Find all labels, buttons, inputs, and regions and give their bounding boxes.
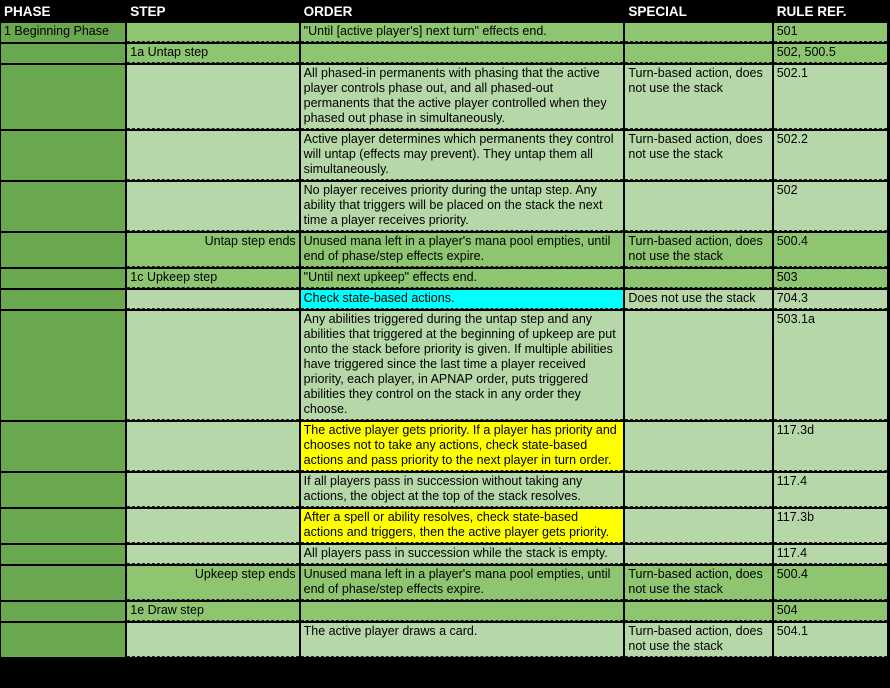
- rule-ref-cell[interactable]: 500.4: [774, 566, 887, 600]
- order-cell[interactable]: After a spell or ability resolves, check state-based actions and triggers, then the active player gets priority.: [301, 509, 624, 543]
- phase-cell[interactable]: [1, 473, 125, 507]
- phase-cell[interactable]: [1, 311, 125, 420]
- step-cell[interactable]: [127, 509, 298, 543]
- phase-cell[interactable]: [1, 182, 125, 231]
- rule-ref-cell[interactable]: 503.1a: [774, 311, 887, 420]
- header-order[interactable]: ORDER: [301, 1, 624, 21]
- phase-cell[interactable]: [1, 65, 125, 129]
- step-cell[interactable]: Untap step ends: [127, 233, 298, 267]
- special-cell[interactable]: [625, 545, 771, 564]
- table-row: [1, 473, 887, 507]
- table-body: [1, 23, 887, 657]
- order-cell[interactable]: All phased-in permanents with phasing that the active player controls phase out, and all phased-out permanents that the active player controlled when they phased out phase in simultaneously.: [301, 65, 624, 129]
- rule-ref-cell[interactable]: 500.4: [774, 233, 887, 267]
- rule-ref-cell[interactable]: 117.4: [774, 473, 887, 507]
- header-row: [1, 1, 887, 21]
- rule-ref-cell[interactable]: 704.3: [774, 290, 887, 309]
- table-row: [1, 131, 887, 180]
- step-cell[interactable]: [127, 545, 298, 564]
- rule-ref-cell[interactable]: 117.4: [774, 545, 887, 564]
- step-cell[interactable]: 1a Untap step: [127, 44, 298, 63]
- rule-ref-cell[interactable]: 117.3d: [774, 422, 887, 471]
- special-cell[interactable]: [625, 269, 771, 288]
- step-cell[interactable]: Upkeep step ends: [127, 566, 298, 600]
- step-cell[interactable]: [127, 65, 298, 129]
- rule-ref-cell[interactable]: 504: [774, 602, 887, 621]
- step-cell[interactable]: [127, 182, 298, 231]
- order-cell[interactable]: Unused mana left in a player's mana pool empties, until end of phase/step effects expire.: [301, 233, 624, 267]
- phase-cell[interactable]: [1, 623, 125, 657]
- phase-cell[interactable]: [1, 290, 125, 309]
- rule-ref-cell[interactable]: 117.3b: [774, 509, 887, 543]
- table-row: [1, 233, 887, 267]
- order-cell[interactable]: Unused mana left in a player's mana pool empties, until end of phase/step effects expire.: [301, 566, 624, 600]
- table-row: [1, 623, 887, 657]
- step-cell[interactable]: [127, 422, 298, 471]
- rule-ref-cell[interactable]: 504.1: [774, 623, 887, 657]
- step-cell[interactable]: 1c Upkeep step: [127, 269, 298, 288]
- special-cell[interactable]: Turn-based action, does not use the stack: [625, 623, 771, 657]
- phase-cell[interactable]: [1, 566, 125, 600]
- order-cell[interactable]: "Until next upkeep" effects end.: [301, 269, 624, 288]
- step-cell[interactable]: 1e Draw step: [127, 602, 298, 621]
- special-cell[interactable]: Turn-based action, does not use the stack: [625, 65, 771, 129]
- rule-ref-cell[interactable]: 501: [774, 23, 887, 42]
- phase-cell[interactable]: [1, 233, 125, 267]
- header-rule-ref[interactable]: RULE REF.: [774, 1, 887, 21]
- rule-ref-cell[interactable]: 502.2: [774, 131, 887, 180]
- table-row: [1, 65, 887, 129]
- special-cell[interactable]: [625, 422, 771, 471]
- phase-cell[interactable]: [1, 602, 125, 621]
- table-row: [1, 311, 887, 420]
- special-cell[interactable]: Does not use the stack: [625, 290, 771, 309]
- phase-cell[interactable]: [1, 422, 125, 471]
- table-row: [1, 422, 887, 471]
- order-cell[interactable]: Any abilities triggered during the untap step and any abilities that triggered at the beginning of upkeep are put onto the stack before priority is given. If multiple abilities have triggered since the last time a player received priority, each player, in APNAP order, puts triggered abilities they control on the stack in any order they choose.: [301, 311, 624, 420]
- step-cell[interactable]: [127, 473, 298, 507]
- table-row: [1, 602, 887, 621]
- table-row: [1, 545, 887, 564]
- table-row: [1, 44, 887, 63]
- step-cell[interactable]: [127, 23, 298, 42]
- header-step[interactable]: STEP: [127, 1, 298, 21]
- special-cell[interactable]: [625, 311, 771, 420]
- table-row: [1, 566, 887, 600]
- step-cell[interactable]: [127, 290, 298, 309]
- order-cell[interactable]: Active player determines which permanents they control will untap (effects may prevent). They untap them all simultaneously.: [301, 131, 624, 180]
- rule-ref-cell[interactable]: 502.1: [774, 65, 887, 129]
- table-row: [1, 182, 887, 231]
- special-cell[interactable]: Turn-based action, does not use the stack: [625, 233, 771, 267]
- header-phase[interactable]: PHASE: [1, 1, 125, 21]
- order-cell[interactable]: All players pass in succession while the stack is empty.: [301, 545, 624, 564]
- special-cell[interactable]: [625, 509, 771, 543]
- phase-cell[interactable]: 1 Beginning Phase: [1, 23, 125, 42]
- header-special[interactable]: SPECIAL: [625, 1, 771, 21]
- special-cell[interactable]: [625, 44, 771, 63]
- special-cell[interactable]: [625, 182, 771, 231]
- table-row: [1, 290, 887, 309]
- order-cell[interactable]: No player receives priority during the untap step. Any ability that triggers will be placed on the stack the next time a player receives priority.: [301, 182, 624, 231]
- special-cell[interactable]: Turn-based action, does not use the stack: [625, 566, 771, 600]
- phase-cell[interactable]: [1, 545, 125, 564]
- phase-cell[interactable]: [1, 131, 125, 180]
- order-cell[interactable]: "Until [active player's] next turn" effects end.: [301, 23, 624, 42]
- step-cell[interactable]: [127, 311, 298, 420]
- table-row: [1, 23, 887, 42]
- order-cell[interactable]: Check state-based actions.: [301, 290, 624, 309]
- step-cell[interactable]: [127, 131, 298, 180]
- phase-cell[interactable]: [1, 44, 125, 63]
- order-cell[interactable]: If all players pass in succession without taking any actions, the object at the top of the stack resolves.: [301, 473, 624, 507]
- order-cell[interactable]: [301, 602, 624, 621]
- order-cell[interactable]: The active player draws a card.: [301, 623, 624, 657]
- rule-ref-cell[interactable]: 502: [774, 182, 887, 231]
- special-cell[interactable]: [625, 473, 771, 507]
- special-cell[interactable]: [625, 23, 771, 42]
- table-row: [1, 269, 887, 288]
- order-cell[interactable]: [301, 44, 624, 63]
- order-cell[interactable]: The active player gets priority. If a player has priority and chooses not to take any actions, check state-based actions and pass priority to the next player in turn order.: [301, 422, 624, 471]
- rule-ref-cell[interactable]: 502, 500.5: [774, 44, 887, 63]
- phase-cell[interactable]: [1, 509, 125, 543]
- step-cell[interactable]: [127, 623, 298, 657]
- special-cell[interactable]: Turn-based action, does not use the stack: [625, 131, 771, 180]
- rule-ref-cell[interactable]: 503: [774, 269, 887, 288]
- phase-cell[interactable]: [1, 269, 125, 288]
- table-row: [1, 509, 887, 543]
- special-cell[interactable]: [625, 602, 771, 621]
